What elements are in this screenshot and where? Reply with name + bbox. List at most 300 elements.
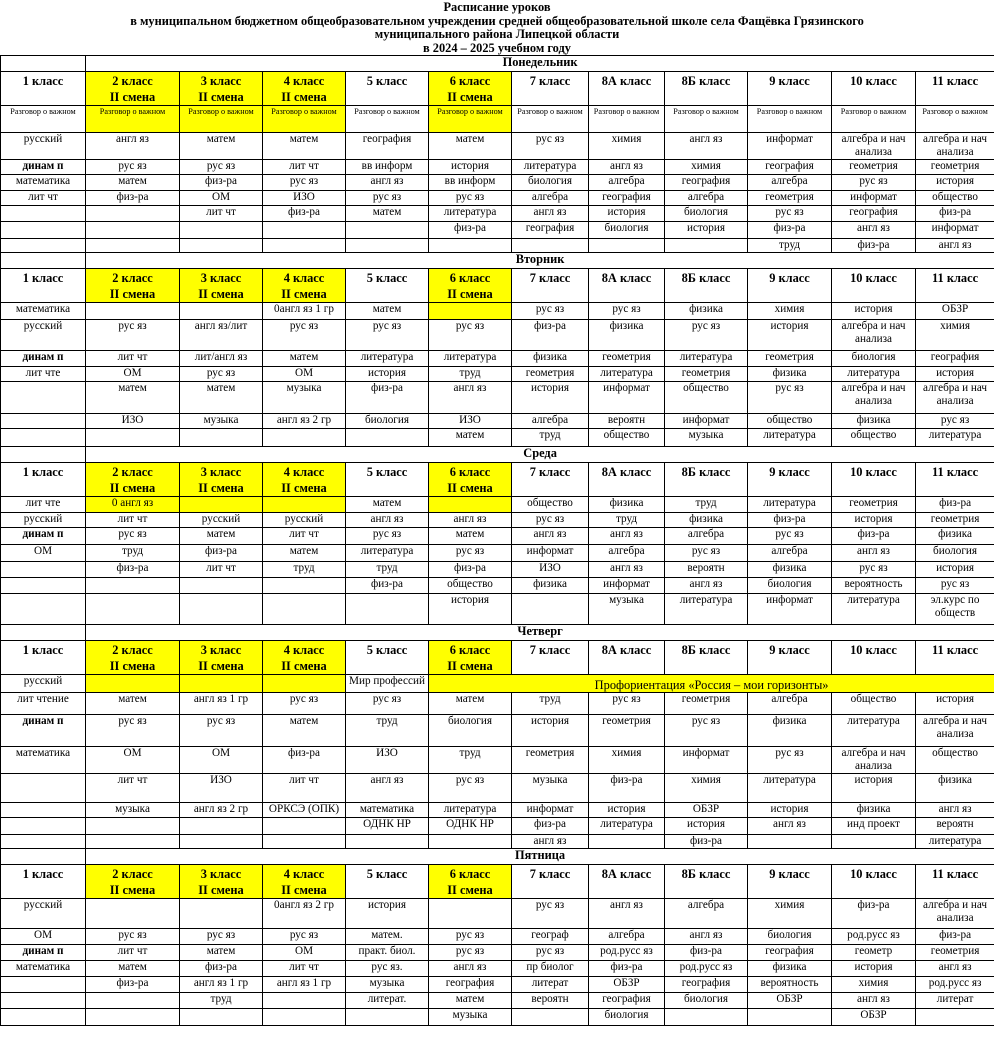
lesson-row (1, 414, 994, 429)
lesson-cell: лит чт (180, 206, 263, 222)
class-name: 1 класс (22, 271, 64, 285)
lesson-cell: лит чт (263, 160, 346, 175)
day-title-row (1, 56, 994, 72)
day-title-row (1, 447, 994, 463)
lesson-cell: англ яз (916, 961, 994, 977)
class-header-cell (1, 72, 86, 106)
lesson-cell: биология (429, 715, 512, 747)
lesson-cell: англ яз (832, 993, 916, 1009)
lesson-cell: вероятн (665, 562, 748, 578)
lesson-row (1, 320, 994, 351)
lesson-row (1, 351, 994, 367)
lesson-cell: ОМ (1, 545, 86, 562)
lesson-row (1, 429, 994, 447)
lesson-cell: география (589, 191, 665, 206)
lesson-cell: геометрия (665, 693, 748, 715)
lesson-cell: англ яз (832, 222, 916, 239)
lesson-row (1, 747, 994, 774)
lesson-cell: геометрия (589, 351, 665, 367)
lesson-cell: Разговор о важном (665, 106, 748, 133)
class-name: 2 класс (112, 271, 153, 285)
lesson-cell (429, 497, 512, 513)
class-name: 6 класс (449, 271, 491, 285)
lesson-row (1, 993, 994, 1009)
lesson-cell: труд (589, 513, 665, 528)
lesson-cell: англ яз (589, 562, 665, 578)
lesson-cell: история (429, 160, 512, 175)
class-header-cell (429, 865, 512, 899)
class-name: 7 класс (529, 867, 571, 881)
lesson-cell: Разговор о важном (86, 106, 180, 133)
lesson-cell (512, 594, 589, 625)
lesson-cell: англ яз (665, 578, 748, 594)
class-header-cell (1, 641, 86, 675)
lesson-cell: литература (832, 594, 916, 625)
lesson-cell: матем (429, 528, 512, 545)
lesson-cell: рус яз (429, 945, 512, 961)
lesson-cell: физ-ра (832, 239, 916, 253)
lesson-cell (180, 303, 263, 320)
class-header-cell (589, 72, 665, 106)
lesson-cell: рус яз (180, 367, 263, 382)
class-name: 7 класс (529, 74, 571, 88)
class-name: 8А класс (601, 465, 652, 479)
shift-label: II смена (109, 883, 156, 897)
lesson-cell: математика (1, 961, 86, 977)
lesson-cell: матем (86, 961, 180, 977)
lesson-cell (180, 818, 263, 835)
lesson-row (1, 562, 994, 578)
day-title-row (1, 253, 994, 269)
lesson-cell (346, 1009, 429, 1026)
lesson-cell: география (832, 206, 916, 222)
lesson-cell: динам п (1, 715, 86, 747)
lesson-row (1, 545, 994, 562)
lesson-cell: рус яз (180, 160, 263, 175)
lesson-cell: рус яз (429, 545, 512, 562)
lesson-cell: русский (1, 899, 86, 929)
lesson-cell: ИЗО (180, 774, 263, 803)
lesson-cell: общество (665, 382, 748, 414)
class-name: 2 класс (112, 465, 153, 479)
lesson-cell: химия (748, 303, 832, 320)
lesson-cell (263, 222, 346, 239)
day-title-row (1, 849, 994, 865)
class-header-row (1, 865, 994, 899)
lesson-row (1, 929, 994, 945)
class-name: 8А класс (601, 74, 652, 88)
lesson-cell: музыка (429, 1009, 512, 1026)
class-header-cell (832, 269, 916, 303)
lesson-cell: вероятн (512, 993, 589, 1009)
lesson-cell: литерат. (346, 993, 429, 1009)
shift-label: II смена (447, 883, 493, 897)
lesson-cell: русский (263, 513, 346, 528)
lesson-cell (263, 429, 346, 447)
lesson-cell: информат (589, 578, 665, 594)
lesson-cell (86, 1009, 180, 1026)
lesson-cell: музыка (665, 429, 748, 447)
lesson-cell (1, 594, 86, 625)
day-title-spacer (1, 253, 86, 269)
class-header-cell (346, 463, 429, 497)
class-header-cell (665, 641, 748, 675)
lesson-cell (180, 835, 263, 849)
lesson-cell (263, 594, 346, 625)
lesson-cell: рус яз (665, 320, 748, 351)
class-header-cell (665, 72, 748, 106)
class-name: 4 класс (283, 867, 325, 881)
class-name: 10 класс (850, 74, 897, 88)
shift-label: II смена (281, 883, 327, 897)
lesson-cell: география (748, 160, 832, 175)
lesson-cell: физ-ра (86, 562, 180, 578)
lesson-cell: рус яз (748, 528, 832, 545)
class-header-cell (665, 269, 748, 303)
lesson-cell (665, 239, 748, 253)
proforientation-banner: Профориентация «Россия – мои горизонты» (429, 675, 994, 693)
lesson-cell: алгебра (748, 693, 832, 715)
lesson-cell: геометрия (512, 747, 589, 774)
lesson-cell: Разговор о важном (180, 106, 263, 133)
lesson-cell: рус яз (346, 191, 429, 206)
lesson-cell: Разговор о важном (832, 106, 916, 133)
lesson-cell: общество (916, 191, 994, 206)
class-name: 1 класс (22, 465, 64, 479)
lesson-cell: физ-ра (916, 497, 994, 513)
class-name: 11 класс (932, 643, 979, 657)
lesson-cell: англ яз 1 гр (180, 977, 263, 993)
class-header-cell (916, 463, 994, 497)
lesson-cell: рус яз (346, 320, 429, 351)
lesson-cell (1, 774, 86, 803)
lesson-cell: матем (180, 382, 263, 414)
lesson-cell: литература (429, 206, 512, 222)
lesson-cell: англ яз (346, 513, 429, 528)
lesson-cell: литература (665, 351, 748, 367)
lesson-cell: род.русс яз (665, 961, 748, 977)
day-title-row (1, 625, 994, 641)
lesson-row (1, 803, 994, 818)
lesson-cell: история (429, 594, 512, 625)
lesson-row (1, 774, 994, 803)
lesson-cell: музыка (263, 382, 346, 414)
lesson-cell: общество (832, 693, 916, 715)
lesson-cell: геометрия (589, 715, 665, 747)
schedule-header (0, 0, 994, 55)
lesson-cell: матем (346, 497, 429, 513)
class-header-cell (180, 72, 263, 106)
lesson-cell (1, 222, 86, 239)
shift-label: II смена (109, 481, 156, 495)
timetable-body (1, 56, 994, 1026)
class-name: 5 класс (366, 271, 408, 285)
lesson-cell: рус яз (916, 578, 994, 594)
lesson-cell: ОМ (1, 929, 86, 945)
lesson-cell: ОБЗР (665, 803, 748, 818)
lesson-cell: труд (748, 239, 832, 253)
lesson-cell: физ-ра (916, 929, 994, 945)
class-name: 6 класс (449, 867, 491, 881)
class-name: 8Б класс (681, 271, 731, 285)
class-name: 8Б класс (681, 465, 731, 479)
lesson-cell: алгебра (512, 191, 589, 206)
lesson-cell: англ яз 2 гр (263, 414, 346, 429)
class-header-cell (1, 269, 86, 303)
lesson-cell (346, 222, 429, 239)
lesson-cell (429, 303, 512, 320)
lesson-cell (346, 429, 429, 447)
class-header-cell (512, 269, 589, 303)
lesson-cell: физ-ра (589, 961, 665, 977)
lesson-cell: рус яз (512, 945, 589, 961)
class-name: 3 класс (200, 643, 242, 657)
day-name: Вторник (86, 253, 994, 269)
lesson-cell: англ яз (512, 528, 589, 545)
class-header-cell (1, 865, 86, 899)
lesson-cell: литература (748, 774, 832, 803)
lesson-cell: химия (916, 320, 994, 351)
lesson-cell: алгебра и нач анализа (916, 133, 994, 160)
lesson-cell: история (916, 693, 994, 715)
lesson-cell (1, 429, 86, 447)
lesson-cell: алгебра (665, 191, 748, 206)
lesson-cell (1, 803, 86, 818)
lesson-cell: физ-ра (346, 578, 429, 594)
lesson-cell: литература (748, 497, 832, 513)
lesson-cell: лит чт (263, 961, 346, 977)
class-header-cell (346, 641, 429, 675)
lesson-cell: Разговор о важном (263, 106, 346, 133)
lesson-cell: история (346, 899, 429, 929)
class-header-cell (512, 641, 589, 675)
lesson-cell: ОБЗР (832, 1009, 916, 1026)
lesson-cell: вв информ (429, 175, 512, 191)
class-name: 11 класс (932, 271, 979, 285)
lesson-cell: матем (263, 715, 346, 747)
lesson-cell: биология (589, 222, 665, 239)
class-header-cell (429, 463, 512, 497)
lesson-cell: физика (832, 803, 916, 818)
lesson-cell: история (748, 320, 832, 351)
lesson-cell: Разговор о важном (1, 106, 86, 133)
lesson-cell: труд (346, 715, 429, 747)
lesson-cell: химия (589, 133, 665, 160)
lesson-row (1, 303, 994, 320)
shift-label: II смена (447, 287, 493, 301)
class-header-cell (832, 865, 916, 899)
lesson-cell: биология (346, 414, 429, 429)
lesson-cell: география (748, 945, 832, 961)
lesson-row (1, 528, 994, 545)
lesson-cell: англ яз (916, 803, 994, 818)
lesson-cell (86, 675, 180, 693)
schedule-title: Расписание уроков (443, 0, 551, 14)
lesson-cell: матем (429, 133, 512, 160)
lesson-cell: рус яз (916, 414, 994, 429)
lesson-cell: матем (86, 693, 180, 715)
class-name: 7 класс (529, 643, 571, 657)
lesson-cell: Разговор о важном (429, 106, 512, 133)
lesson-cell: математика (346, 803, 429, 818)
class-name: 11 класс (932, 74, 979, 88)
class-name: 11 класс (932, 867, 979, 881)
lesson-cell: рус яз (665, 715, 748, 747)
class-header-cell (665, 463, 748, 497)
lesson-cell: физ-ра (180, 545, 263, 562)
lesson-cell (916, 1009, 994, 1026)
lesson-cell: матем (429, 693, 512, 715)
class-name: 5 класс (366, 867, 408, 881)
lesson-cell: география (346, 133, 429, 160)
lesson-cell: труд (346, 562, 429, 578)
class-header-cell (86, 641, 180, 675)
class-header-cell (346, 269, 429, 303)
lesson-row (1, 818, 994, 835)
shift-label: II смена (447, 659, 493, 673)
lesson-cell: практ. биол. (346, 945, 429, 961)
lesson-cell: рус яз (346, 693, 429, 715)
lesson-cell: литература (589, 367, 665, 382)
lesson-cell: биология (665, 993, 748, 1009)
shift-label: II смена (198, 287, 244, 301)
lesson-row (1, 206, 994, 222)
lesson-cell: ОМ (180, 747, 263, 774)
day-name: Понедельник (86, 56, 994, 72)
lesson-cell: эл.курс по обществ (916, 594, 994, 625)
lesson-cell: физ-ра (429, 222, 512, 239)
lesson-cell: ОМ (86, 747, 180, 774)
lesson-cell (1, 206, 86, 222)
lesson-cell: литература (916, 429, 994, 447)
lesson-cell: химия (665, 774, 748, 803)
class-name: 2 класс (112, 643, 153, 657)
lesson-cell: алгебра и нач анализа (832, 320, 916, 351)
lesson-cell: рус яз (86, 528, 180, 545)
lesson-cell (86, 239, 180, 253)
lesson-cell (86, 993, 180, 1009)
lesson-row (1, 133, 994, 160)
class-header-cell (916, 72, 994, 106)
lesson-cell: ИЗО (346, 747, 429, 774)
lesson-cell: общество (916, 747, 994, 774)
class-name: 8А класс (601, 271, 652, 285)
lesson-cell (263, 239, 346, 253)
lesson-cell (512, 1009, 589, 1026)
class-name: 10 класс (850, 465, 897, 479)
lesson-cell (1, 993, 86, 1009)
lesson-cell: русский (1, 133, 86, 160)
lesson-cell: физ-ра (263, 206, 346, 222)
lesson-cell: история (832, 303, 916, 320)
lesson-cell (1, 562, 86, 578)
lesson-cell: русский (180, 513, 263, 528)
class-name: 4 класс (283, 74, 325, 88)
class-name: 3 класс (200, 867, 242, 881)
lesson-cell: англ яз (346, 774, 429, 803)
lesson-cell (263, 1009, 346, 1026)
lesson-cell: физика (748, 367, 832, 382)
class-header-cell (748, 72, 832, 106)
lesson-cell: география (512, 222, 589, 239)
lesson-cell: физика (589, 320, 665, 351)
lesson-cell: англ яз/лит (180, 320, 263, 351)
lesson-cell: геометрия (832, 497, 916, 513)
lesson-cell: рус яз. (346, 961, 429, 977)
lesson-cell: физика (832, 414, 916, 429)
shift-label: II смена (109, 659, 156, 673)
lesson-cell (1, 414, 86, 429)
class-header-cell (665, 865, 748, 899)
lesson-cell: рус яз (263, 929, 346, 945)
lesson-cell: англ яз (916, 239, 994, 253)
lesson-cell (263, 818, 346, 835)
lesson-row (1, 222, 994, 239)
lesson-cell: англ яз (748, 818, 832, 835)
class-header-cell (263, 269, 346, 303)
lesson-cell (1, 835, 86, 849)
lesson-row (1, 513, 994, 528)
lesson-cell: ИЗО (512, 562, 589, 578)
lesson-cell: физика (748, 562, 832, 578)
lesson-cell: география (665, 175, 748, 191)
lesson-cell: физ-ра (832, 528, 916, 545)
lesson-row (1, 899, 994, 929)
class-name: 11 класс (932, 465, 979, 479)
lesson-cell: матем (346, 303, 429, 320)
lesson-cell: история (589, 803, 665, 818)
lesson-cell: общество (512, 497, 589, 513)
shift-label: II смена (198, 659, 244, 673)
class-header-cell (1, 463, 86, 497)
proforientation-row (1, 675, 994, 693)
class-header-cell (916, 641, 994, 675)
lesson-cell: общество (748, 414, 832, 429)
lesson-cell: ОМ (86, 367, 180, 382)
lesson-cell: алгебра и нач анализа (832, 382, 916, 414)
lesson-cell (86, 594, 180, 625)
lesson-cell: рус яз (86, 160, 180, 175)
lesson-cell: история (916, 367, 994, 382)
class-header-cell (86, 865, 180, 899)
lesson-cell: рус яз (429, 774, 512, 803)
lesson-cell: ОМ (263, 367, 346, 382)
lesson-cell: история (748, 803, 832, 818)
class-name: 3 класс (200, 74, 242, 88)
class-name: 6 класс (449, 643, 491, 657)
class-name: 5 класс (366, 643, 408, 657)
lesson-cell: физ-ра (748, 222, 832, 239)
lesson-cell: геометрия (512, 367, 589, 382)
lesson-cell: англ яз (512, 835, 589, 849)
class-header-cell (263, 865, 346, 899)
lesson-cell: рус яз (86, 715, 180, 747)
lesson-cell: 0англ яз 1 гр (263, 303, 346, 320)
lesson-cell (429, 239, 512, 253)
lesson-cell: англ яз (346, 175, 429, 191)
lesson-cell: матем (86, 175, 180, 191)
lesson-cell: рус яз (748, 747, 832, 774)
lesson-cell: ИЗО (263, 191, 346, 206)
lesson-cell: англ яз (86, 133, 180, 160)
lesson-cell (263, 578, 346, 594)
lesson-cell: лит чте (1, 497, 86, 513)
lesson-cell: общество (589, 429, 665, 447)
lesson-row (1, 961, 994, 977)
lesson-cell: рус яз (263, 320, 346, 351)
class-header-cell (589, 865, 665, 899)
class-header-cell (346, 72, 429, 106)
